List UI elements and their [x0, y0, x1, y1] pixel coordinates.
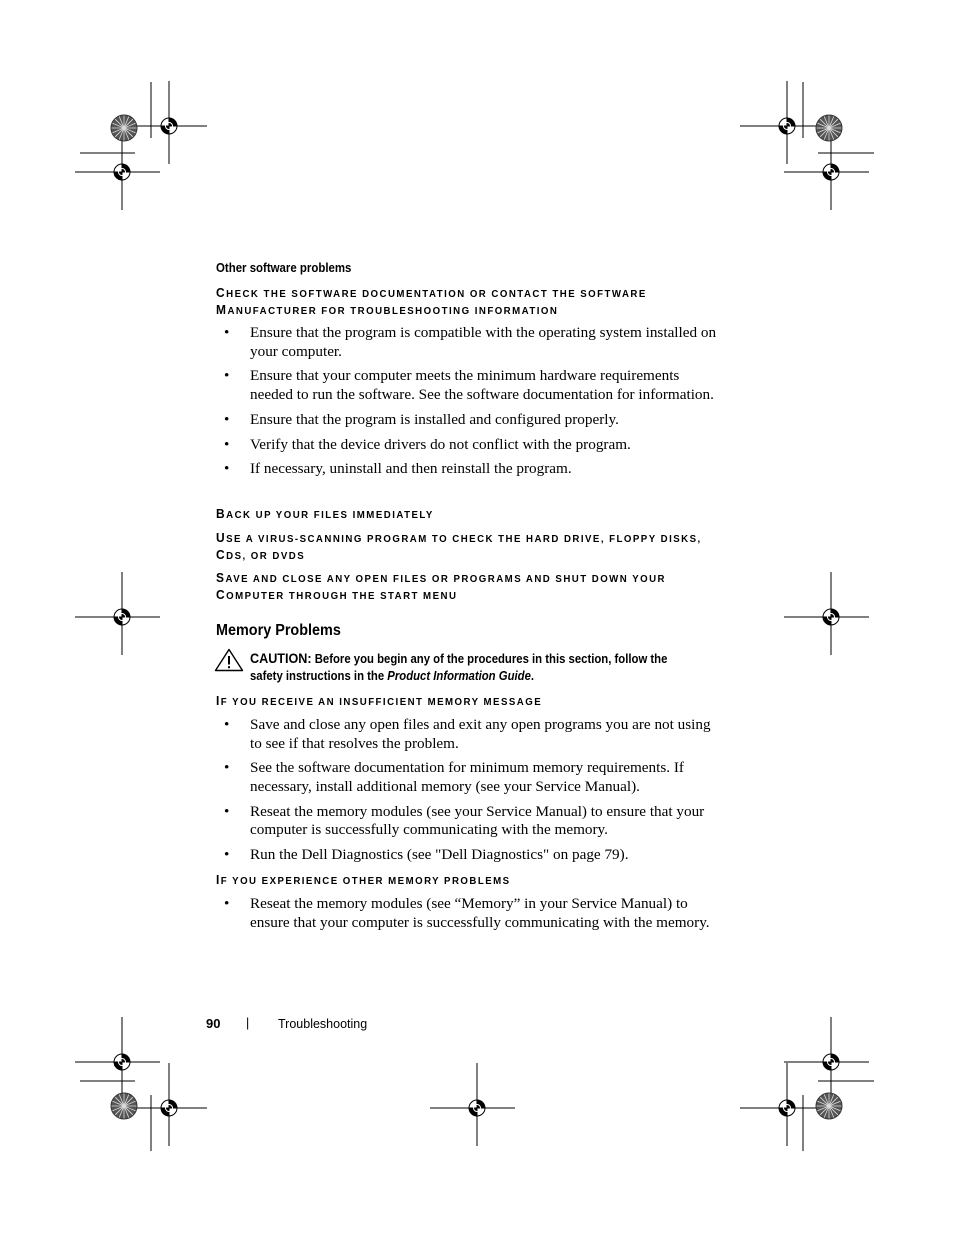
footer-separator: |: [246, 1016, 250, 1030]
crop-lines: [80, 82, 874, 1151]
list-item: [222, 324, 722, 361]
list-item-text: Run the Dell Diagnostics (see "Dell Diagnostics" on page 79).: [250, 846, 629, 864]
list-item-text: See the software documentation for minimum memory requirements. If necessary, install additional memory (see your Service Manual).: [250, 759, 684, 795]
bullet-glyph: •: [224, 846, 230, 864]
list-item: [222, 436, 722, 455]
software-bullet-list: [222, 324, 722, 485]
list-item: [222, 460, 722, 479]
memory-title: Memory Problems: [216, 622, 341, 639]
registration-mark-icon: [75, 81, 869, 1146]
list-item: [222, 846, 722, 865]
bullet-glyph: •: [224, 367, 230, 385]
memory-heading-2: IF YOU EXPERIENCE OTHER MEMORY PROBLEMS: [216, 872, 511, 887]
bullet-glyph: •: [224, 324, 230, 341]
list-item: [222, 716, 722, 753]
list-item: [222, 759, 722, 796]
list-item: [222, 895, 722, 932]
footer-chapter: Troubleshooting: [278, 1017, 368, 1031]
software-heading-4-line2: COMPUTER THROUGH THE START MENU: [216, 587, 458, 602]
caution-period: .: [530, 669, 535, 683]
bullet-glyph: •: [224, 410, 230, 428]
list-item-text: Ensure that the program is installed and configured properly.: [250, 410, 619, 428]
list-item-text: Reseat the memory modules (see your Service Manual) to ensure that your computer is successfully communicating with the memory.: [250, 802, 705, 839]
list-item-text: Ensure that your computer meets the minimum hardware requirements needed to run the software. See the software documentation for information.: [250, 367, 714, 403]
page-number: 90: [206, 1016, 221, 1031]
list-item-text: Save and close any open files and exit any open programs you are not using to see if that resolves the problem.: [250, 716, 711, 752]
list-item-text: If necessary, uninstall and then reinstall the program.: [250, 460, 572, 478]
bullet-glyph: •: [224, 895, 230, 912]
software-heading-1-line2: MANUFACTURER FOR TROUBLESHOOTING INFORMATION: [216, 302, 559, 317]
bullet-glyph: •: [224, 759, 230, 777]
software-heading-1-line1: CHECK THE SOFTWARE DOCUMENTATION OR CONTACT THE SOFTWARE: [216, 285, 647, 300]
list-item: [222, 367, 722, 404]
bullet-glyph: •: [224, 716, 230, 733]
memory-bullet-list-1: [222, 716, 722, 871]
caution-label: CAUTION:: [250, 650, 312, 666]
list-item-text: Ensure that the program is compatible with the operating system installed on your computer.: [250, 324, 717, 360]
list-item: [222, 411, 722, 430]
bullet-glyph: •: [224, 435, 230, 453]
warning-triangle-icon: [214, 648, 244, 672]
memory-heading-1: IF YOU RECEIVE AN INSUFFICIENT MEMORY MESSAGE: [216, 693, 543, 708]
software-heading-2: BACK UP YOUR FILES IMMEDIATELY: [216, 506, 434, 521]
guide-name: Product Information Guide: [387, 669, 531, 683]
software-heading-3-line2: CDS, OR DVDS: [216, 547, 306, 562]
section-title: Other software problems: [216, 260, 352, 275]
bullet-glyph: •: [224, 802, 230, 820]
list-item-text: Verify that the device drivers do not conflict with the program.: [250, 435, 631, 453]
list-item: [222, 803, 722, 840]
list-item-text: Reseat the memory modules (see “Memory” in your Service Manual) to ensure that your computer is successfully communicating with the memory.: [250, 895, 710, 931]
memory-bullet-list-2: [222, 895, 722, 938]
software-heading-3-line1: USE A VIRUS-SCANNING PROGRAM TO CHECK THE HARD DRIVE, FLOPPY DISKS,: [216, 530, 702, 545]
caution-text-line1: Before you begin any of the procedures in this section, follow the: [314, 652, 668, 666]
bullet-glyph: •: [224, 460, 230, 478]
software-heading-4-line1: SAVE AND CLOSE ANY OPEN FILES OR PROGRAMS AND SHUT DOWN YOUR: [216, 570, 667, 585]
caution-text-line2: safety instructions in the: [250, 669, 385, 683]
